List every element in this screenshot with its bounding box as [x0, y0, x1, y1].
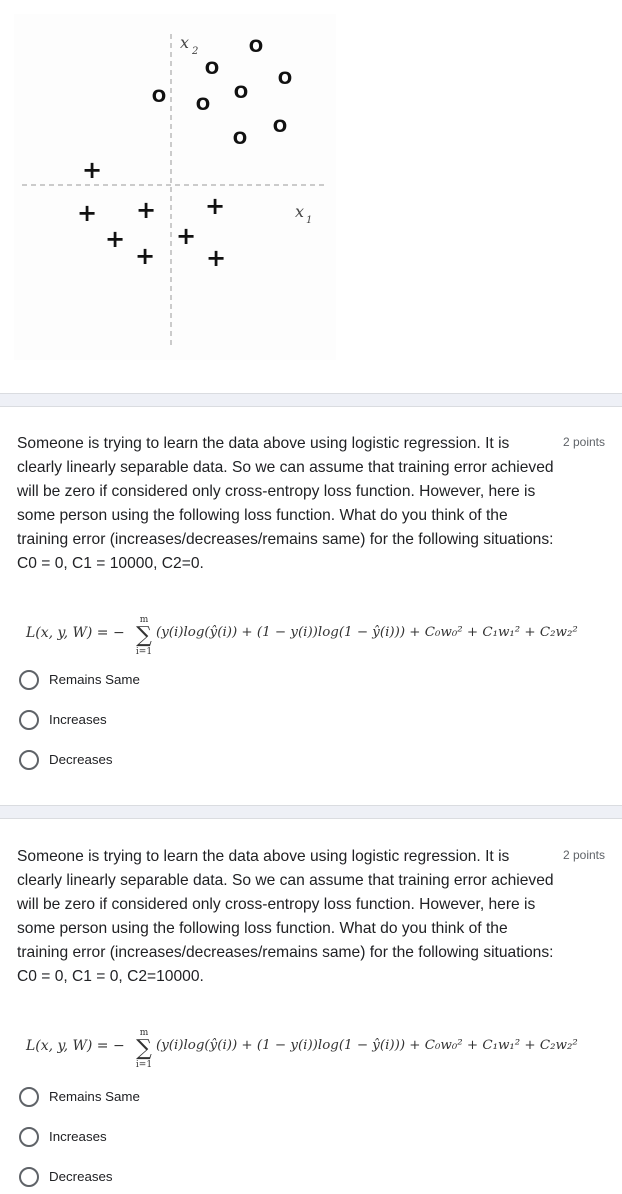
option-label: Remains Same — [49, 1089, 140, 1104]
formula-lhs: L(x, y, W) = − — [26, 625, 125, 641]
option-label: Decreases — [49, 752, 113, 767]
question-card — [0, 845, 622, 1194]
summation — [132, 1029, 156, 1070]
question-text: Someone is trying to learn the data above using logistic regression. It is clearly linearly separable data. So we can assume that training error achieved will be zero if considered only cross-entropy loss function. However, here is some person using the following loss function. What do you think of the training error (increases/decreases/remains same) for the following situations: C0 = 0, C1 = 0, C2=10000. — [17, 848, 554, 985]
radio-button[interactable] — [19, 1167, 39, 1187]
sum-upper-limit: m — [139, 615, 149, 625]
option-remains-same[interactable] — [19, 670, 319, 692]
x2-subscript: 2 — [192, 46, 199, 57]
circle-marker: O — [272, 117, 288, 137]
section-divider — [0, 393, 622, 407]
plus-marker: + — [104, 225, 126, 253]
question-card — [0, 432, 622, 792]
section-divider — [0, 805, 622, 819]
circle-marker: O — [204, 59, 220, 79]
plus-marker: + — [134, 242, 156, 270]
points-label: 2 points — [562, 848, 605, 862]
option-label: Increases — [49, 1129, 107, 1144]
circle-marker: O — [233, 83, 249, 103]
scatter-plot — [14, 14, 336, 360]
option-increases[interactable] — [19, 1127, 319, 1149]
plus-marker: + — [135, 196, 157, 224]
formula-rhs: (y(i)log(ŷ(i)) + (1 − y(i))log(1 − ŷ(i))) + C₀w₀² + C₁w₁² + C₂w₂² — [156, 1038, 578, 1053]
formula-lhs: L(x, y, W) = − — [26, 1038, 125, 1054]
option-label: Increases — [49, 712, 107, 727]
radio-button[interactable] — [19, 750, 39, 770]
plus-marker: + — [175, 222, 197, 250]
option-label: Remains Same — [49, 672, 140, 687]
radio-button[interactable] — [19, 670, 39, 690]
radio-button[interactable] — [19, 1127, 39, 1147]
sum-symbol: ∑ — [136, 623, 152, 648]
circle-marker: O — [248, 37, 264, 57]
scatter-figure — [14, 14, 336, 360]
circle-marker: O — [195, 95, 211, 115]
summation — [132, 616, 156, 657]
option-increases[interactable] — [19, 710, 319, 732]
plus-marker: + — [76, 199, 98, 227]
formula-rhs: (y(i)log(ŷ(i)) + (1 − y(i))log(1 − ŷ(i))) + C₀w₀² + C₁w₁² + C₂w₂² — [156, 625, 578, 640]
loss-formula — [26, 1025, 616, 1070]
x2-label: x — [180, 33, 190, 52]
plus-marker: + — [81, 156, 103, 184]
sum-symbol: ∑ — [136, 1036, 152, 1061]
option-decreases[interactable] — [19, 750, 319, 772]
plus-marker: + — [205, 244, 227, 272]
points-label: 2 points — [562, 435, 605, 449]
loss-formula — [26, 612, 616, 657]
option-remains-same[interactable] — [19, 1087, 319, 1109]
circle-marker: O — [277, 69, 293, 89]
sum-lower-limit: i=1 — [135, 647, 153, 657]
plus-marker: + — [204, 192, 226, 220]
sum-lower-limit: i=1 — [135, 1060, 153, 1070]
sum-upper-limit: m — [139, 1028, 149, 1038]
question-text: Someone is trying to learn the data above using logistic regression. It is clearly linearly separable data. So we can assume that training error achieved will be zero if considered only cross-entropy loss function. However, here is some person using the following loss function. What do you think of the training error (increases/decreases/remains same) for the following situations: C0 = 0, C1 = 10000, C2=0. — [17, 435, 554, 572]
option-decreases[interactable] — [19, 1167, 319, 1189]
x1-label: x — [295, 202, 305, 221]
circle-marker: O — [232, 129, 248, 149]
radio-button[interactable] — [19, 710, 39, 730]
x1-subscript: 1 — [306, 215, 313, 226]
option-label: Decreases — [49, 1169, 113, 1184]
radio-button[interactable] — [19, 1087, 39, 1107]
circle-marker: O — [151, 87, 167, 107]
